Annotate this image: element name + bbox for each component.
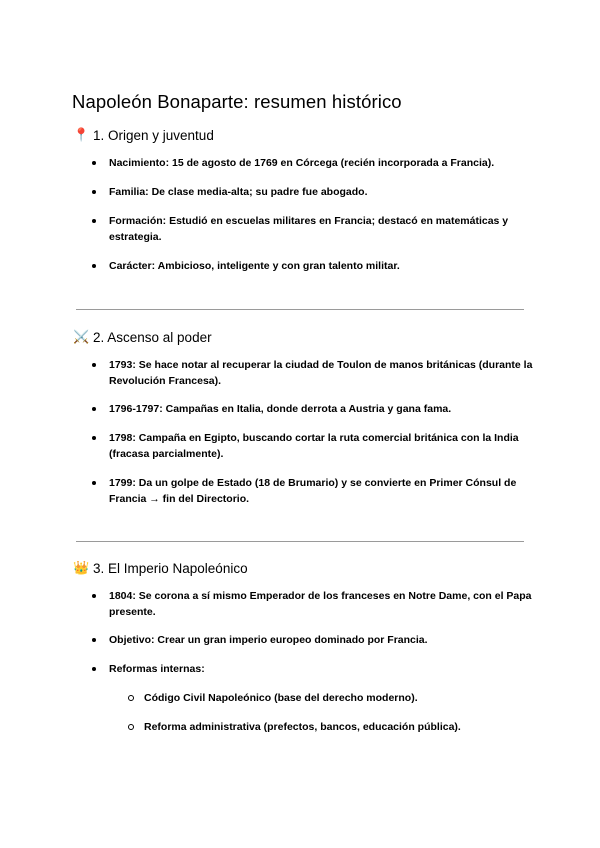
section-divider (76, 309, 524, 310)
section-heading-text: 3. El Imperio Napoleónico (93, 560, 248, 576)
list-item-text: 1798: Campaña en Egipto, buscando cortar la ruta comercial británica con la India (fracasa parcialmente). (109, 432, 519, 460)
bullet-icon (92, 407, 96, 411)
bullet-icon (92, 264, 96, 268)
list-item-text: 1796-1797: Campañas en Italia, donde derrota a Austria y gana fama. (109, 403, 452, 415)
hollow-bullet-icon (128, 695, 134, 701)
bullet-icon (92, 667, 96, 671)
list-item-text: Reformas internas: (109, 663, 205, 675)
page-title: Napoleón Bonaparte: resumen histórico (72, 91, 402, 112)
section-heading-imperio (73, 560, 248, 576)
section-heading-origen (73, 127, 214, 143)
bullet-icon (92, 436, 96, 440)
list-item-text: Carácter: Ambicioso, inteligente y con gran talento militar. (109, 260, 400, 272)
crown-icon: 👑 (73, 560, 90, 575)
list-item-text: Objetivo: Crear un gran imperio europeo dominado por Francia. (109, 634, 428, 646)
section-heading-text: 2. Ascenso al poder (93, 329, 212, 345)
list-item-text: 1793: Se hace notar al recuperar la ciudad de Toulon de manos británicas (durante la Revolución Francesa). (109, 359, 533, 387)
bullet-icon (92, 638, 96, 642)
bullet-icon (92, 190, 96, 194)
crossed-swords-icon: ⚔️ (73, 329, 90, 344)
sub-list-item-text: Reforma administrativa (prefectos, bancos, educación pública). (144, 721, 461, 733)
list-item-text: 1799: Da un golpe de Estado (18 de Brumario) y se convierte en Primer Cónsul de Francia → fin del Directorio. (109, 477, 517, 505)
section-heading-text: 1. Origen y juventud (93, 127, 214, 143)
bullet-icon (92, 219, 96, 223)
bullet-icon (92, 161, 96, 165)
list-item-text: Familia: De clase media-alta; su padre fue abogado. (109, 186, 368, 198)
section-heading-ascenso (73, 329, 212, 345)
bullet-icon (92, 594, 96, 598)
sub-list-item-text: Código Civil Napoleónico (base del derecho moderno). (144, 692, 418, 704)
section-divider (76, 541, 524, 542)
list-item-text: 1804: Se corona a sí mismo Emperador de los franceses en Notre Dame, con el Papa presente. (109, 590, 532, 618)
list-item-text: Formación: Estudió en escuelas militares en Francia; destacó en matemáticas y estrategia. (109, 215, 509, 243)
bullet-icon (92, 481, 96, 485)
round-pushpin-icon: 📍 (73, 127, 90, 142)
list-item-text: Nacimiento: 15 de agosto de 1769 en Córcega (recién incorporada a Francia). (109, 157, 495, 169)
hollow-bullet-icon (128, 724, 134, 730)
bullet-icon (92, 363, 96, 367)
